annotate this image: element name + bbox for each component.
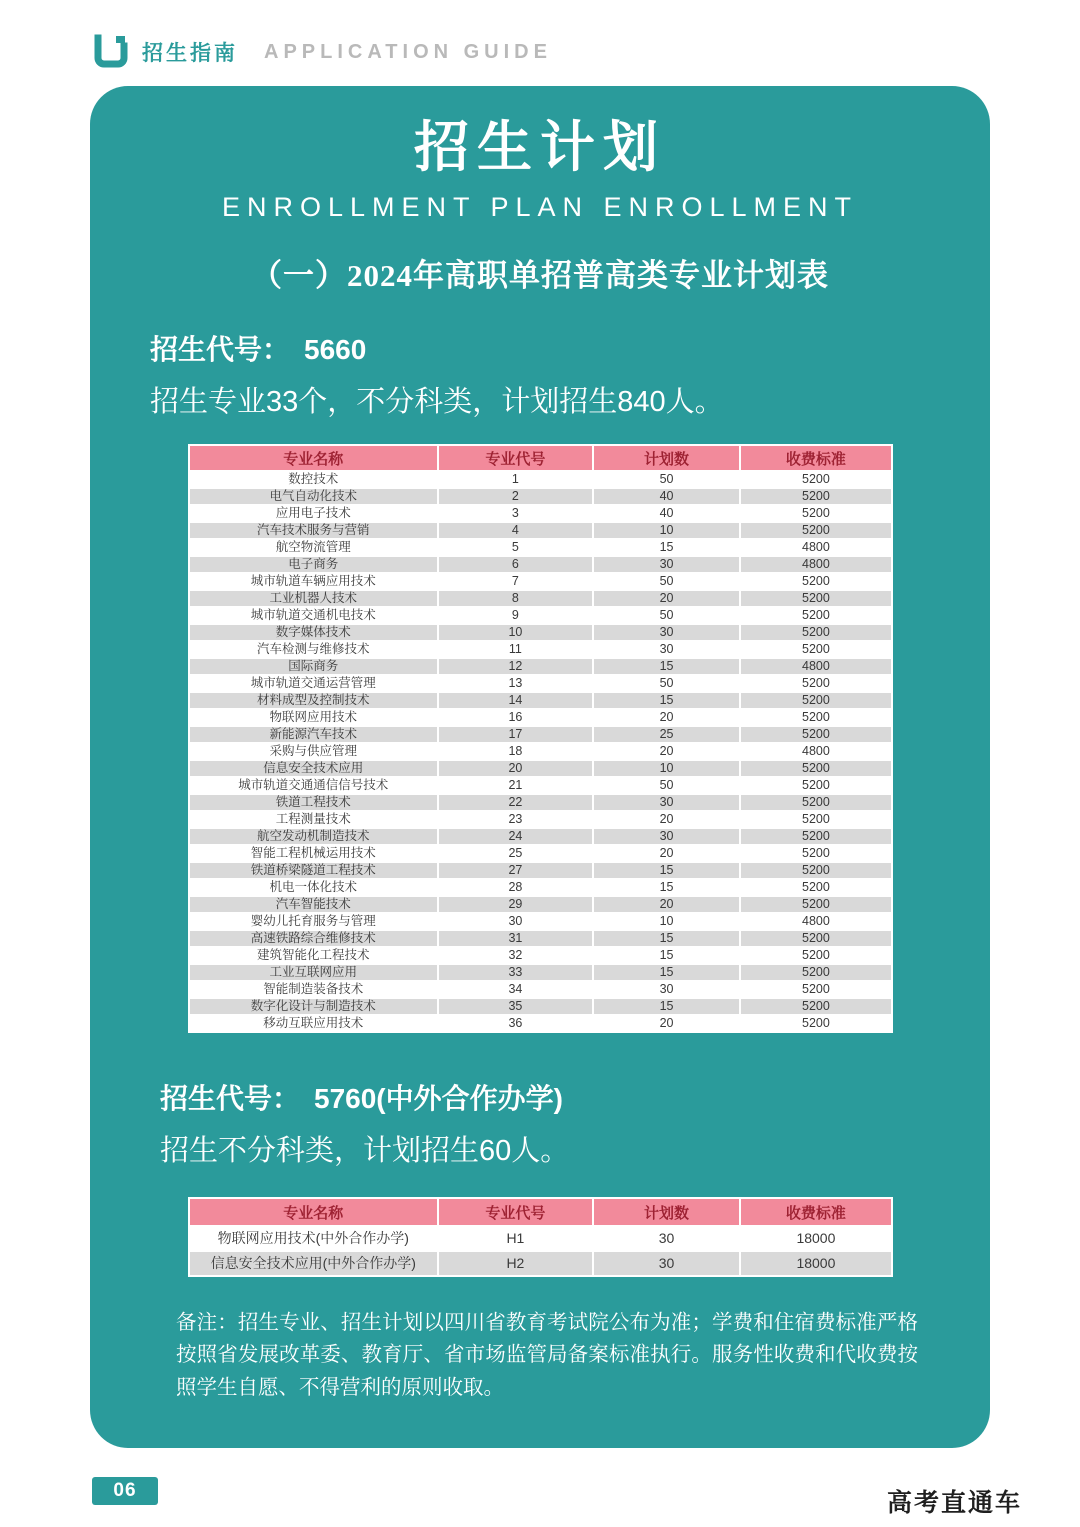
brand-text: 高考直通车 bbox=[886, 1489, 1022, 1517]
table-row bbox=[189, 488, 892, 505]
column-header: 收费标准 bbox=[740, 445, 891, 471]
table-cell: 5200 bbox=[740, 879, 891, 896]
table-cell: 数控技术 bbox=[189, 471, 439, 488]
table-cell: 5200 bbox=[740, 607, 891, 624]
table-cell: 17 bbox=[438, 726, 593, 743]
table-row bbox=[189, 845, 892, 862]
table-row bbox=[189, 896, 892, 913]
card-subtitle-en: ENROLLMENT PLAN ENROLLMENT bbox=[221, 192, 859, 223]
table-cell: 9 bbox=[438, 607, 593, 624]
table-cell: 婴幼儿托育服务与管理 bbox=[189, 913, 439, 930]
table-row bbox=[189, 658, 892, 675]
table-cell: 15 bbox=[593, 539, 741, 556]
page-number-badge: 06 bbox=[92, 1477, 158, 1505]
table-cell: 20 bbox=[593, 1015, 741, 1032]
table-row bbox=[189, 1226, 892, 1251]
table-cell: 18000 bbox=[740, 1226, 891, 1251]
table-cell: 5200 bbox=[740, 709, 891, 726]
table-row bbox=[189, 811, 892, 828]
table-row bbox=[189, 930, 892, 947]
page-header bbox=[92, 34, 988, 70]
plan1-table bbox=[188, 444, 893, 1033]
table-row bbox=[189, 556, 892, 573]
table-cell: 5200 bbox=[740, 777, 891, 794]
table-cell: 8 bbox=[438, 590, 593, 607]
table-cell: 35 bbox=[438, 998, 593, 1015]
table-cell: 航空发动机制造技术 bbox=[189, 828, 439, 845]
table-cell: 5200 bbox=[740, 981, 891, 998]
table-cell: 城市轨道交通通信信号技术 bbox=[189, 777, 439, 794]
column-header: 收费标准 bbox=[740, 1198, 891, 1226]
column-header: 专业代号 bbox=[438, 445, 593, 471]
table-row bbox=[189, 828, 892, 845]
table-cell: 7 bbox=[438, 573, 593, 590]
table-cell: 5200 bbox=[740, 641, 891, 658]
table-cell: 30 bbox=[593, 1226, 741, 1251]
table-cell: 物联网应用技术 bbox=[189, 709, 439, 726]
table-cell: 30 bbox=[593, 1251, 741, 1276]
plan2-description: 招生不分科类，计划招生60人。 bbox=[160, 1135, 570, 1168]
table-cell: 5200 bbox=[740, 896, 891, 913]
table-cell: 15 bbox=[593, 658, 741, 675]
table-cell: 13 bbox=[438, 675, 593, 692]
table-cell: 4800 bbox=[740, 539, 891, 556]
table-cell: 23 bbox=[438, 811, 593, 828]
table-cell: 4 bbox=[438, 522, 593, 539]
guide-title: 招生指南 bbox=[142, 42, 238, 65]
table-cell: 5200 bbox=[740, 862, 891, 879]
table-cell: 10 bbox=[593, 760, 741, 777]
table-cell: 20 bbox=[593, 896, 741, 913]
table-cell: 30 bbox=[593, 794, 741, 811]
table-cell: 15 bbox=[593, 947, 741, 964]
table-cell: 铁道桥梁隧道工程技术 bbox=[189, 862, 439, 879]
table-cell: 汽车检测与维修技术 bbox=[189, 641, 439, 658]
table-row bbox=[189, 573, 892, 590]
table-cell: 建筑智能化工程技术 bbox=[189, 947, 439, 964]
table-row bbox=[189, 1015, 892, 1032]
column-header: 专业名称 bbox=[189, 1198, 439, 1226]
table-row bbox=[189, 607, 892, 624]
plan2-code-value: 5760(中外合作办学) bbox=[314, 1083, 563, 1115]
table-cell: 5 bbox=[438, 539, 593, 556]
table-cell: 10 bbox=[438, 624, 593, 641]
table-cell: 工程测量技术 bbox=[189, 811, 439, 828]
table-cell: 5200 bbox=[740, 964, 891, 981]
table-cell: 21 bbox=[438, 777, 593, 794]
table-row bbox=[189, 624, 892, 641]
table-cell: 25 bbox=[438, 845, 593, 862]
table-row bbox=[189, 777, 892, 794]
table-cell: 5200 bbox=[740, 488, 891, 505]
table-cell: 5200 bbox=[740, 998, 891, 1015]
table-cell: 2 bbox=[438, 488, 593, 505]
table-cell: 5200 bbox=[740, 1015, 891, 1032]
table-row bbox=[189, 641, 892, 658]
table-cell: 采购与供应管理 bbox=[189, 743, 439, 760]
table-cell: 50 bbox=[593, 471, 741, 488]
table-row bbox=[189, 505, 892, 522]
plan2-code-label: 招生代号： bbox=[160, 1083, 301, 1115]
table-cell: 汽车技术服务与营销 bbox=[189, 522, 439, 539]
table-row bbox=[189, 947, 892, 964]
column-header: 计划数 bbox=[593, 445, 741, 471]
guide-subtitle-en: APPLICATION GUIDE bbox=[264, 40, 552, 63]
table-cell: 5200 bbox=[740, 845, 891, 862]
table-row bbox=[189, 964, 892, 981]
table-row bbox=[189, 743, 892, 760]
table-cell: 50 bbox=[593, 777, 741, 794]
column-header: 计划数 bbox=[593, 1198, 741, 1226]
table-cell: 5200 bbox=[740, 471, 891, 488]
table-cell: 30 bbox=[593, 624, 741, 641]
table-cell: 5200 bbox=[740, 930, 891, 947]
table-cell: 汽车智能技术 bbox=[189, 896, 439, 913]
table-cell: 27 bbox=[438, 862, 593, 879]
table-cell: 5200 bbox=[740, 726, 891, 743]
table-cell: 34 bbox=[438, 981, 593, 998]
table-cell: 铁道工程技术 bbox=[189, 794, 439, 811]
table-cell: 20 bbox=[593, 811, 741, 828]
table-cell: 50 bbox=[593, 607, 741, 624]
table-cell: 30 bbox=[593, 981, 741, 998]
table-cell: 5200 bbox=[740, 624, 891, 641]
table-cell: 电子商务 bbox=[189, 556, 439, 573]
table-cell: 信息安全技术应用(中外合作办学) bbox=[189, 1251, 439, 1276]
table-cell: 5200 bbox=[740, 828, 891, 845]
table-row bbox=[189, 760, 892, 777]
table-cell: 工业互联网应用 bbox=[189, 964, 439, 981]
table-row bbox=[189, 1251, 892, 1276]
table-cell: 物联网应用技术(中外合作办学) bbox=[189, 1226, 439, 1251]
table-cell: 信息安全技术应用 bbox=[189, 760, 439, 777]
table-row bbox=[189, 522, 892, 539]
table-cell: 5200 bbox=[740, 811, 891, 828]
table-cell: 15 bbox=[593, 998, 741, 1015]
table-cell: 20 bbox=[593, 590, 741, 607]
table-cell: 城市轨道车辆应用技术 bbox=[189, 573, 439, 590]
note-text: 备注：招生专业、招生计划以四川省教育考试院公布为准；学费和住宿费标准严格按照省发展改革委、教育厅、省市场监管局备案标准执行。服务性收费和代收费按照学生自愿、不得营利的原则收取。 bbox=[176, 1311, 918, 1399]
table-cell: 33 bbox=[438, 964, 593, 981]
table-row bbox=[189, 726, 892, 743]
table-cell: 40 bbox=[593, 505, 741, 522]
table-cell: 32 bbox=[438, 947, 593, 964]
table-row bbox=[189, 471, 892, 488]
table-row bbox=[189, 862, 892, 879]
table-cell: 5200 bbox=[740, 692, 891, 709]
enrollment-plan-card bbox=[90, 86, 990, 1448]
table-cell: 5200 bbox=[740, 573, 891, 590]
table-cell: 18 bbox=[438, 743, 593, 760]
table-cell: 5200 bbox=[740, 522, 891, 539]
table-cell: 15 bbox=[593, 964, 741, 981]
plan2-table bbox=[188, 1197, 893, 1277]
table-cell: 新能源汽车技术 bbox=[189, 726, 439, 743]
table-cell: 航空物流管理 bbox=[189, 539, 439, 556]
table-cell: 3 bbox=[438, 505, 593, 522]
table-header-row bbox=[189, 1198, 892, 1226]
table-row bbox=[189, 692, 892, 709]
table-cell: 4800 bbox=[740, 556, 891, 573]
table-cell: 城市轨道交通机电技术 bbox=[189, 607, 439, 624]
table-cell: 电气自动化技术 bbox=[189, 488, 439, 505]
card-title: 招生计划 bbox=[413, 116, 666, 178]
table-cell: 31 bbox=[438, 930, 593, 947]
table-cell: 15 bbox=[593, 879, 741, 896]
table-header-row bbox=[189, 445, 892, 471]
table-cell: 高速铁路综合维修技术 bbox=[189, 930, 439, 947]
table-cell: 10 bbox=[593, 913, 741, 930]
table-cell: 25 bbox=[593, 726, 741, 743]
table-cell: 数字化设计与制造技术 bbox=[189, 998, 439, 1015]
table-cell: 16 bbox=[438, 709, 593, 726]
table-cell: 城市轨道交通运营管理 bbox=[189, 675, 439, 692]
table-cell: 24 bbox=[438, 828, 593, 845]
table-cell: 50 bbox=[593, 675, 741, 692]
table-cell: H1 bbox=[438, 1226, 593, 1251]
plan1-table-wrap bbox=[188, 444, 893, 1033]
table-cell: 20 bbox=[438, 760, 593, 777]
table-cell: 5200 bbox=[740, 947, 891, 964]
table-row bbox=[189, 879, 892, 896]
plan2-table-wrap bbox=[188, 1197, 893, 1277]
table-cell: 14 bbox=[438, 692, 593, 709]
column-header: 专业名称 bbox=[189, 445, 439, 471]
table-cell: 11 bbox=[438, 641, 593, 658]
table-row bbox=[189, 913, 892, 930]
table-cell: 10 bbox=[593, 522, 741, 539]
table-cell: 4800 bbox=[740, 743, 891, 760]
table-row bbox=[189, 981, 892, 998]
table-cell: 20 bbox=[593, 709, 741, 726]
table-cell: 智能工程机械运用技术 bbox=[189, 845, 439, 862]
table-cell: 30 bbox=[593, 641, 741, 658]
table-cell: 6 bbox=[438, 556, 593, 573]
table-row bbox=[189, 709, 892, 726]
table-cell: 30 bbox=[438, 913, 593, 930]
table-row bbox=[189, 794, 892, 811]
table-cell: 15 bbox=[593, 862, 741, 879]
table-cell: 1 bbox=[438, 471, 593, 488]
plan1-code-label: 招生代号： bbox=[150, 334, 291, 366]
table-cell: 40 bbox=[593, 488, 741, 505]
table-cell: 22 bbox=[438, 794, 593, 811]
table-cell: 5200 bbox=[740, 505, 891, 522]
table-row bbox=[189, 675, 892, 692]
table-cell: 12 bbox=[438, 658, 593, 675]
section-title: （一）2024年高职单招普高类专业计划表 bbox=[251, 258, 829, 294]
table-cell: 4800 bbox=[740, 658, 891, 675]
table-cell: 50 bbox=[593, 573, 741, 590]
plan1-description: 招生专业33个，不分科类，计划招生840人。 bbox=[150, 386, 724, 419]
table-cell: 29 bbox=[438, 896, 593, 913]
table-cell: 5200 bbox=[740, 794, 891, 811]
plan1-code-line bbox=[150, 328, 990, 368]
table-cell: 20 bbox=[593, 845, 741, 862]
table-cell: 工业机器人技术 bbox=[189, 590, 439, 607]
table-cell: 数字媒体技术 bbox=[189, 624, 439, 641]
plan2-code-line bbox=[160, 1077, 990, 1117]
table-cell: 30 bbox=[593, 828, 741, 845]
table-cell: 材料成型及控制技术 bbox=[189, 692, 439, 709]
table-cell: H2 bbox=[438, 1251, 593, 1276]
table-row bbox=[189, 998, 892, 1015]
book-logo-icon bbox=[92, 34, 128, 70]
table-row bbox=[189, 590, 892, 607]
table-cell: 20 bbox=[593, 743, 741, 760]
column-header: 专业代号 bbox=[438, 1198, 593, 1226]
table-cell: 28 bbox=[438, 879, 593, 896]
table-cell: 移动互联应用技术 bbox=[189, 1015, 439, 1032]
table-cell: 4800 bbox=[740, 913, 891, 930]
table-row bbox=[189, 539, 892, 556]
table-cell: 18000 bbox=[740, 1251, 891, 1276]
table-cell: 国际商务 bbox=[189, 658, 439, 675]
table-cell: 30 bbox=[593, 556, 741, 573]
table-cell: 15 bbox=[593, 930, 741, 947]
table-cell: 5200 bbox=[740, 675, 891, 692]
table-cell: 应用电子技术 bbox=[189, 505, 439, 522]
table-cell: 5200 bbox=[740, 590, 891, 607]
table-cell: 5200 bbox=[740, 760, 891, 777]
plan1-code-value: 5660 bbox=[304, 334, 367, 366]
table-cell: 36 bbox=[438, 1015, 593, 1032]
table-cell: 智能制造装备技术 bbox=[189, 981, 439, 998]
table-cell: 15 bbox=[593, 692, 741, 709]
table-cell: 机电一体化技术 bbox=[189, 879, 439, 896]
